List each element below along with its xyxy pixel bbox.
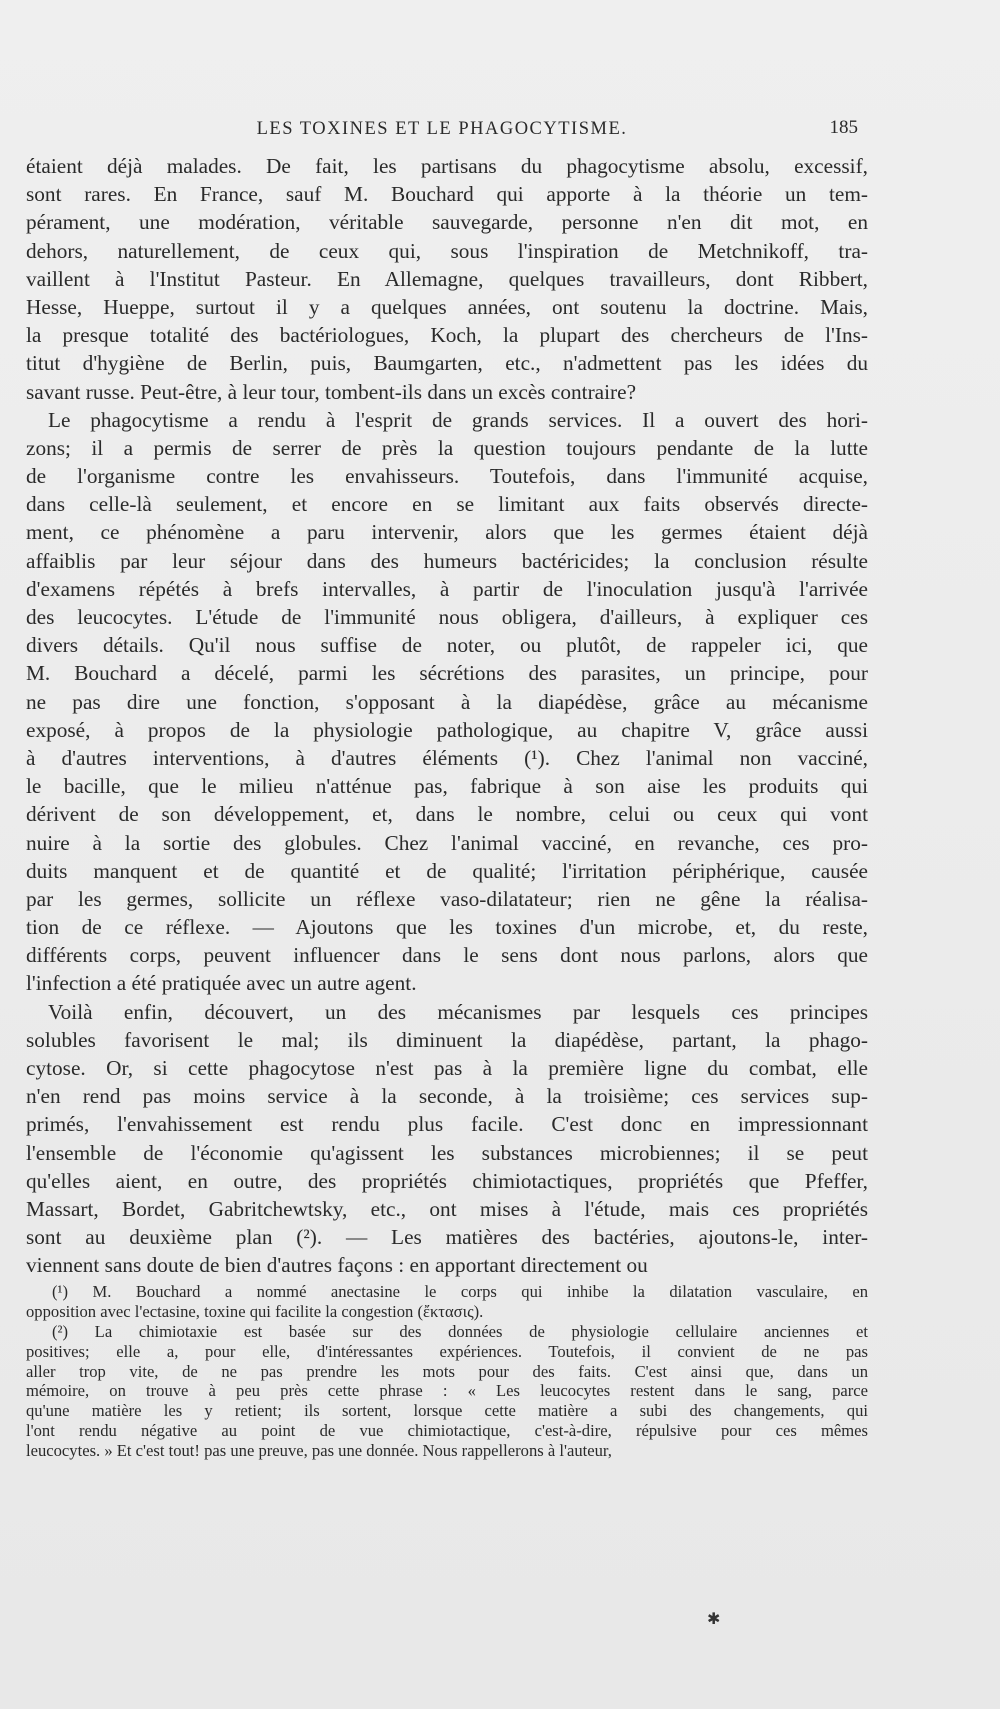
text-line: ne pas dire une fonction, s'opposant à la diapédèse, grâce au mécanisme [26,689,868,714]
text-line: dehors, naturellement, de ceux qui, sous l'inspiration de Metchnikoff, tra- [26,238,868,263]
text-line: titut d'hygiène de Berlin, puis, Baumgarten, etc., n'admettent pas les idées du [26,351,868,376]
text-line: divers détails. Qu'il nous suffise de noter, ou plutôt, de rappeler ici, que [26,633,868,658]
footnotes [26,1282,868,1461]
text-line: tion de ce réflexe. — Ajoutons que les toxines d'un microbe, et, du reste, [26,915,868,940]
text-line: vaillent à l'Institut Pasteur. En Allemagne, quelques travailleurs, dont Ribbert, [26,266,868,291]
text-line: dans celle-là seulement, et encore en se limitant aux faits observés directe- [26,492,868,517]
text-line: l'infection a été pratiquée avec un autre agent. [26,971,417,996]
text-line: le bacille, que le milieu n'atténue pas, fabrique à son aise les produits qui [26,774,868,799]
text-line: exposé, à propos de la physiologie pathologique, au chapitre V, grâce aussi [26,717,868,742]
footnote-line: mémoire, on trouve à peu près cette phrase : « Les leucocytes restent dans le sang, parce [26,1381,868,1401]
footnote-line: positives; elle a, pour elle, d'intéressantes expériences. Toutefois, il convient de ne pas [26,1341,868,1361]
running-header [26,119,858,147]
footnote-line: (¹) M. Bouchard a nommé anectasine le corps qui inhibe la dilatation vasculaire, en [52,1282,868,1301]
text-line: des leucocytes. L'étude de l'immunité nous obligera, d'ailleurs, à expliquer ces [26,605,868,629]
text-line: à d'autres interventions, à d'autres éléments (¹). Chez l'animal non vacciné, [26,745,868,770]
text-line: primés, l'envahissement est rendu plus facile. C'est donc en impressionnant [26,1112,868,1137]
footnote-line: opposition avec l'ectasine, toxine qui facilite la congestion (ἔκτασις). [26,1301,484,1321]
page-number: 185 [829,117,858,138]
text-line: nuire à la sortie des globules. Chez l'animal vacciné, en revanche, ces pro- [26,830,868,855]
text-line: duits manquent et de quantité et de qualité; l'irritation périphérique, causée [26,858,868,883]
text-line: d'examens répétés à brefs intervalles, à partir de l'inoculation jusqu'à l'arrivée [26,576,868,601]
text-line: savant russe. Peut-être, à leur tour, tombent-ils dans un excès contraire? [26,379,637,404]
footnote-line: qu'une matière les y retient; ils sortent, lorsque cette matière a subi des changements, qui [26,1401,868,1421]
text-line: l'ensemble de l'économie qu'agissent les substances microbiennes; il se peut [26,1140,868,1165]
text-line: dérivent de son développement, et, dans le nombre, celui ou ceux qui vont [26,802,868,827]
text-line: affaiblis par leur séjour dans des humeurs bactéricides; la conclusion résulte [26,548,868,573]
text-line: différents corps, peuvent influencer dans le sens dont nous parlons, alors que [26,943,868,968]
footnote-line: aller trop vite, de ne pas prendre les mots pour des faits. C'est ainsi que, dans un [26,1361,868,1381]
text-line: solubles favorisent le mal; ils diminuent la diapédèse, partant, la phago- [26,1027,868,1052]
text-line: par les germes, sollicite un réflexe vaso-dilatateur; rien ne gêne la réalisa- [26,886,868,911]
text-line: viennent sans doute de bien d'autres façons : en apportant directement ou [26,1253,648,1278]
text-line: ment, ce phénomène a paru intervenir, alors que les germes étaient déjà [26,520,868,545]
text-line: sont au deuxième plan (²). — Les matières des bactéries, ajoutons-le, inter- [26,1225,868,1250]
text-line: qu'elles aient, en outre, des propriétés chimiotactiques, propriétés que Pfeffer, [26,1168,868,1193]
footnote-line: l'ont rendu négative au point de vue chimiotactique, c'est-à-dire, répulsive pour ces mêmes [26,1421,868,1441]
text-line: étaient déjà malades. De fait, les partisans du phagocytisme absolu, excessif, [26,154,868,178]
text-line: Voilà enfin, découvert, un des mécanismes par lesquels ces principes [48,999,868,1024]
running-title: LES TOXINES ET LE PHAGOCYTISME. [256,119,628,139]
text-line: M. Bouchard a décelé, parmi les sécrétions des parasites, un principe, pour [26,661,868,686]
text-line: pérament, une modération, véritable sauvegarde, personne n'en dit mot, en [26,210,868,235]
text-line: Massart, Bordet, Gabritchewtsky, etc., ont mises à l'étude, mais ces propriétés [26,1196,868,1221]
text-line: zons; il a permis de serrer de près la question toujours pendante de la lutte [26,435,868,460]
text-line: n'en rend pas moins service à la seconde, à la troisième; ces services sup- [26,1084,868,1109]
text-line: la presque totalité des bactériologues, Koch, la plupart des chercheurs de l'Ins- [26,323,868,348]
body-text [26,152,868,1280]
footnote-line: leucocytes. » Et c'est tout! pas une preuve, pas une donnée. Nous rappellerons à l'auteur, [26,1441,612,1461]
text-line: sont rares. En France, sauf M. Bouchard qui apporte à la théorie un tem- [26,182,868,207]
text-line: Hesse, Hueppe, surtout il y a quelques années, ont soutenu la doctrine. Mais, [26,294,868,319]
footnote-line: (²) La chimiotaxie est basée sur des données de physiologie cellulaire anciennes et [52,1321,868,1341]
text-line: cytose. Or, si cette phagocytose n'est pas à la première ligne du combat, elle [26,1056,868,1080]
text-line: de l'organisme contre les envahisseurs. Toutefois, dans l'immunité acquise, [26,464,868,489]
text-line: Le phagocytisme a rendu à l'esprit de grands services. Il a ouvert des hori- [48,407,868,432]
printer-mark: ✱ [707,1611,721,1628]
